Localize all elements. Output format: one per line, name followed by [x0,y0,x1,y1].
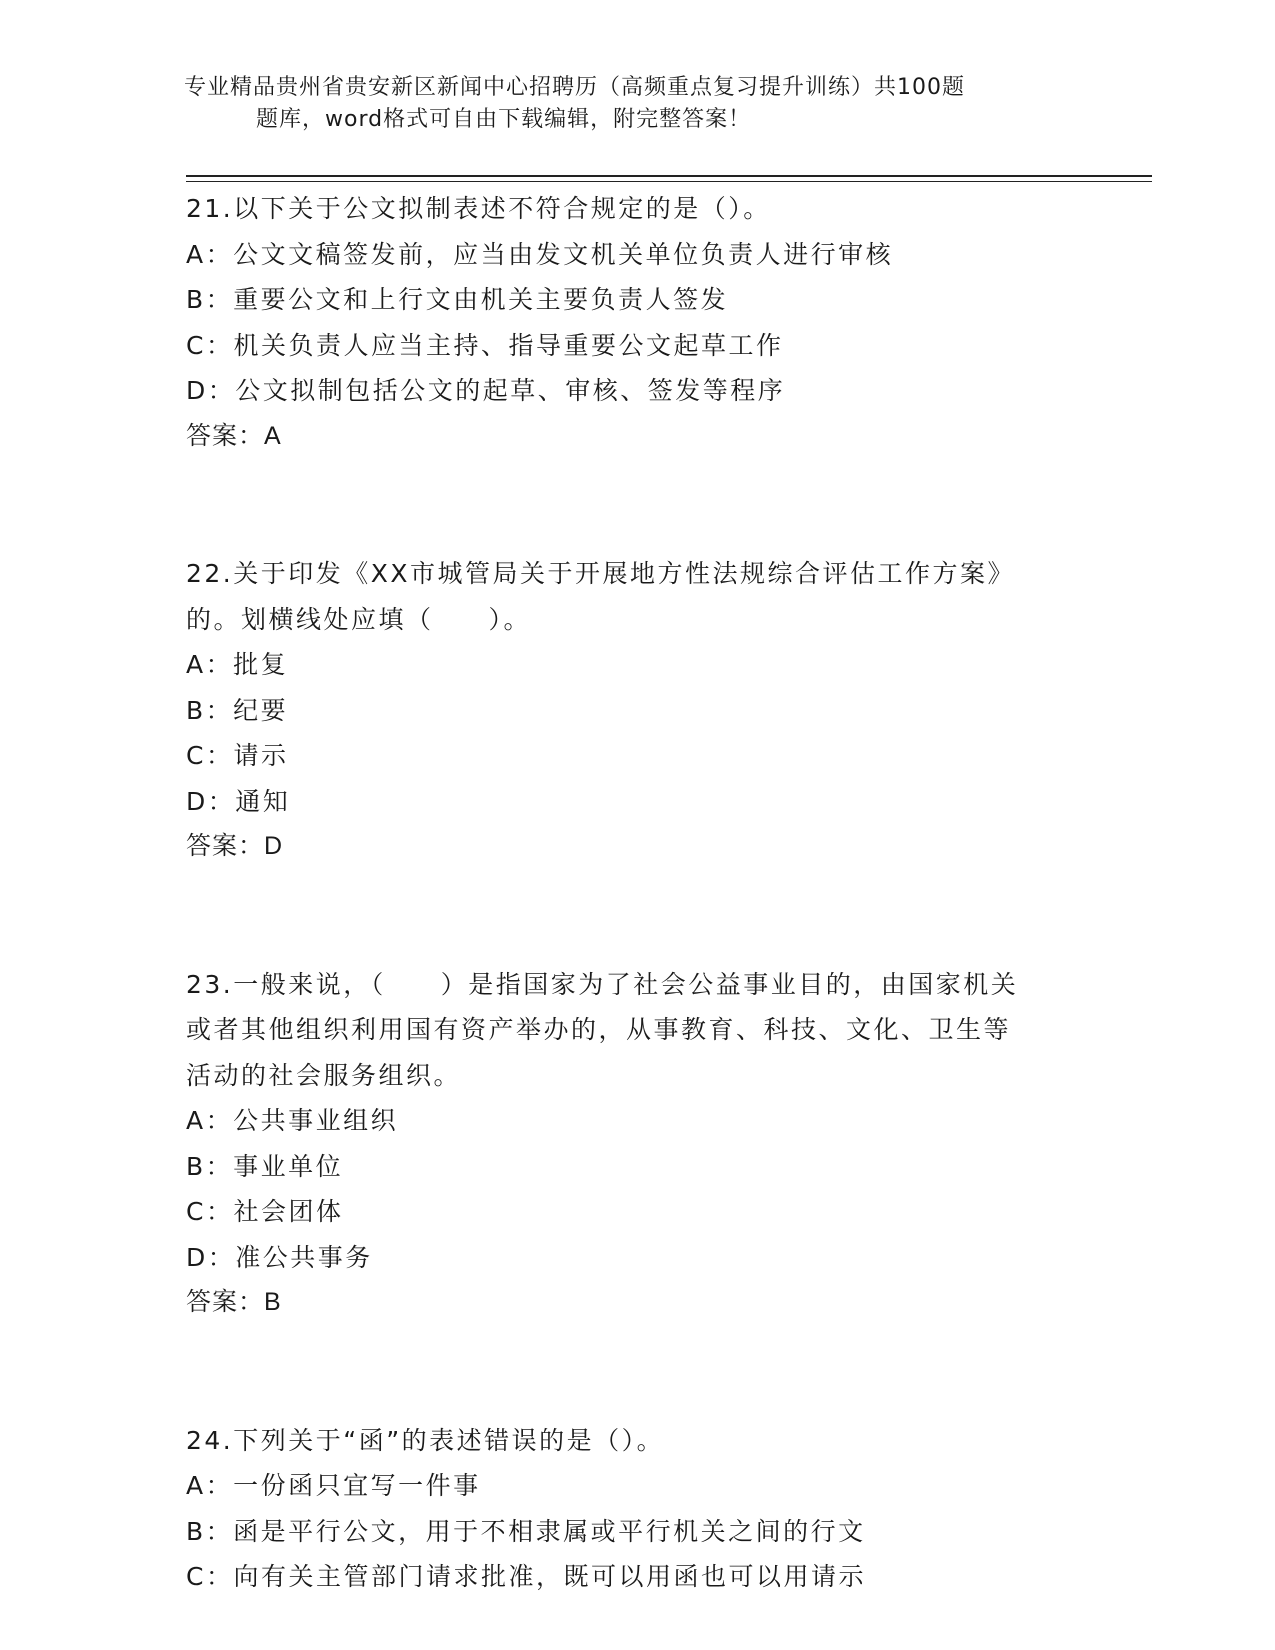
question-21 [186,186,1086,459]
option-a: A：批复 [186,650,289,679]
question-23 [186,962,1086,1326]
option-b: B：函是平行公文，用于不相隶属或平行机关之间的行文 [186,1516,866,1546]
question-stem-continued: 活动的社会服务组织。 [186,1060,462,1090]
question-stem: 23.一般来说，（ ）是指国家为了社会公益事业目的，由国家机关 [186,969,1019,999]
question-spacer [186,1326,1086,1418]
question-22 [186,551,1086,870]
answer: 答案：B [186,1288,282,1316]
question-stem-continued: 的。划横线处应填（ ）。 [186,604,532,634]
option-d: D：通知 [186,786,291,816]
option-d: D：公文拟制包括公文的起草、审核、签发等程序 [186,376,786,405]
header-title-line-2: 题库，word格式可自由下载编辑，附完整答案！ [256,107,752,132]
option-c: C：机关负责人应当主持、指导重要公文起草工作 [186,330,784,360]
option-b: B：纪要 [186,695,289,725]
option-c: C：请示 [186,741,289,770]
option-b: B：重要公文和上行文由机关主要负责人签发 [186,285,729,314]
option-b: B：事业单位 [186,1151,344,1181]
question-24 [186,1418,1086,1600]
document-header [184,72,1044,136]
question-stem: 22.关于印发《XX市城管局关于开展地方性法规综合评估工作方案》 [186,559,1016,588]
option-d: D：准公共事务 [186,1242,373,1272]
answer: 答案：A [186,421,282,450]
header-title-line-1: 专业精品贵州省贵安新区新闻中心招聘历（高频重点复习提升训练）共100题 [184,75,965,100]
answer: 答案：D [186,832,284,860]
option-c: C：向有关主管部门请求批准，既可以用函也可以用请示 [186,1562,866,1591]
option-a: A：公文文稿签发前，应当由发文机关单位负责人进行审核 [186,239,894,269]
option-a: A：公共事业组织 [186,1106,399,1135]
question-stem: 21.以下关于公文拟制表述不符合规定的是（）。 [186,194,771,223]
question-spacer [186,870,1086,962]
option-c: C：社会团体 [186,1197,344,1226]
question-spacer [186,459,1086,551]
question-stem: 24.下列关于“函”的表述错误的是（）。 [186,1425,665,1455]
header-rule-thin [186,181,1152,182]
question-list [186,186,1086,1600]
header-rule-thick [186,175,1152,177]
question-stem-continued: 或者其他组织利用国有资产举办的，从事教育、科技、文化、卫生等 [186,1015,1012,1044]
option-a: A：一份函只宜写一件事 [186,1471,481,1500]
